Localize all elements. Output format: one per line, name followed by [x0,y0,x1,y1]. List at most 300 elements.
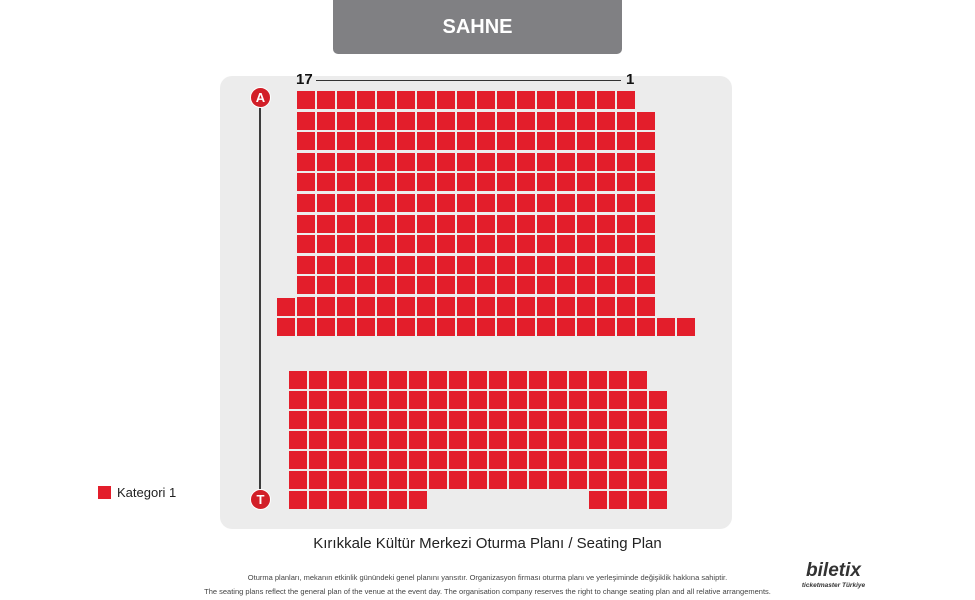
seat[interactable] [429,471,447,489]
seat[interactable] [337,215,355,233]
seat[interactable] [437,194,455,212]
seat[interactable] [457,132,475,150]
seat[interactable] [469,391,487,409]
seat[interactable] [449,391,467,409]
seat[interactable] [469,451,487,469]
seat[interactable] [297,235,315,253]
seat[interactable] [329,471,347,489]
seat[interactable] [397,153,415,171]
seat[interactable] [289,391,307,409]
seat[interactable] [557,215,575,233]
seat[interactable] [609,491,627,509]
seat[interactable] [597,256,615,274]
seat[interactable] [357,112,375,130]
seat[interactable] [317,132,335,150]
seat[interactable] [509,411,527,429]
seat[interactable] [329,411,347,429]
seat[interactable] [609,391,627,409]
seat[interactable] [357,194,375,212]
seat[interactable] [609,431,627,449]
seat[interactable] [317,173,335,191]
seat[interactable] [357,132,375,150]
seat[interactable] [517,298,535,316]
seat[interactable] [377,298,395,316]
seat[interactable] [457,276,475,294]
seat[interactable] [437,235,455,253]
seat[interactable] [509,431,527,449]
seat[interactable] [569,391,587,409]
seat[interactable] [377,318,395,336]
seat[interactable] [317,112,335,130]
seat[interactable] [297,153,315,171]
seat[interactable] [649,471,667,489]
seat[interactable] [417,112,435,130]
seat[interactable] [409,391,427,409]
seat[interactable] [377,256,395,274]
seat[interactable] [429,451,447,469]
seat[interactable] [649,431,667,449]
seat[interactable] [377,132,395,150]
seat[interactable] [557,276,575,294]
seat[interactable] [617,91,635,109]
seat[interactable] [449,471,467,489]
seat[interactable] [449,411,467,429]
seat[interactable] [309,471,327,489]
seat[interactable] [617,298,635,316]
seat[interactable] [609,471,627,489]
seat[interactable] [609,451,627,469]
seat[interactable] [589,371,607,389]
seat[interactable] [629,451,647,469]
seat[interactable] [329,451,347,469]
seat[interactable] [429,411,447,429]
seat[interactable] [617,318,635,336]
seat[interactable] [317,215,335,233]
seat[interactable] [377,173,395,191]
seat[interactable] [569,411,587,429]
seat[interactable] [437,215,455,233]
seat[interactable] [309,411,327,429]
seat[interactable] [529,431,547,449]
seat[interactable] [657,318,675,336]
seat[interactable] [617,235,635,253]
seat[interactable] [457,91,475,109]
seat[interactable] [389,451,407,469]
seat[interactable] [377,153,395,171]
seat[interactable] [357,235,375,253]
seat[interactable] [557,194,575,212]
seat[interactable] [489,431,507,449]
seat[interactable] [397,91,415,109]
seat[interactable] [389,491,407,509]
seat[interactable] [509,391,527,409]
seat[interactable] [637,318,655,336]
seat[interactable] [589,491,607,509]
seat[interactable] [377,91,395,109]
seat[interactable] [457,173,475,191]
seat[interactable] [369,471,387,489]
seat[interactable] [549,411,567,429]
seat[interactable] [597,318,615,336]
seat[interactable] [537,112,555,130]
seat[interactable] [529,411,547,429]
seat[interactable] [649,411,667,429]
seat[interactable] [369,431,387,449]
seat[interactable] [649,391,667,409]
seat[interactable] [297,318,315,336]
seat[interactable] [577,194,595,212]
seat[interactable] [517,235,535,253]
seat[interactable] [597,153,615,171]
seat[interactable] [537,132,555,150]
seat[interactable] [397,256,415,274]
seat[interactable] [289,471,307,489]
seat[interactable] [409,471,427,489]
seat[interactable] [569,371,587,389]
seat[interactable] [449,371,467,389]
seat[interactable] [509,451,527,469]
seat[interactable] [477,276,495,294]
seat[interactable] [617,194,635,212]
seat[interactable] [409,411,427,429]
seat[interactable] [537,276,555,294]
seat[interactable] [637,173,655,191]
seat[interactable] [477,112,495,130]
seat[interactable] [457,256,475,274]
seat[interactable] [577,173,595,191]
seat[interactable] [377,215,395,233]
seat[interactable] [497,112,515,130]
seat[interactable] [289,451,307,469]
seat[interactable] [477,153,495,171]
seat[interactable] [517,318,535,336]
seat[interactable] [577,91,595,109]
seat[interactable] [349,391,367,409]
seat[interactable] [497,132,515,150]
seat[interactable] [377,112,395,130]
seat[interactable] [437,256,455,274]
seat[interactable] [469,371,487,389]
seat[interactable] [329,371,347,389]
seat[interactable] [289,411,307,429]
seat[interactable] [369,411,387,429]
seat[interactable] [437,132,455,150]
seat[interactable] [649,491,667,509]
seat[interactable] [497,276,515,294]
seat[interactable] [597,91,615,109]
seat[interactable] [397,132,415,150]
seat[interactable] [377,194,395,212]
seat[interactable] [309,391,327,409]
seat[interactable] [297,276,315,294]
seat[interactable] [477,132,495,150]
seat[interactable] [557,112,575,130]
seat[interactable] [557,91,575,109]
seat[interactable] [477,173,495,191]
seat[interactable] [597,235,615,253]
seat[interactable] [297,91,315,109]
seat[interactable] [317,194,335,212]
seat[interactable] [517,215,535,233]
seat[interactable] [409,431,427,449]
seat[interactable] [437,112,455,130]
seat[interactable] [557,173,575,191]
seat[interactable] [517,132,535,150]
seat[interactable] [537,235,555,253]
seat[interactable] [637,215,655,233]
seat[interactable] [549,371,567,389]
seat[interactable] [649,451,667,469]
seat[interactable] [357,153,375,171]
seat[interactable] [577,132,595,150]
seat[interactable] [337,173,355,191]
seat[interactable] [397,298,415,316]
seat[interactable] [449,451,467,469]
seat[interactable] [517,194,535,212]
seat[interactable] [397,235,415,253]
seat[interactable] [409,371,427,389]
seat[interactable] [309,491,327,509]
seat[interactable] [389,411,407,429]
seat[interactable] [497,318,515,336]
seat[interactable] [477,256,495,274]
seat[interactable] [537,194,555,212]
seat[interactable] [557,153,575,171]
seat[interactable] [637,256,655,274]
seat[interactable] [537,318,555,336]
seat[interactable] [349,411,367,429]
seat[interactable] [497,256,515,274]
seat[interactable] [457,235,475,253]
seat[interactable] [557,298,575,316]
seat[interactable] [477,235,495,253]
seat[interactable] [549,451,567,469]
seat[interactable] [597,276,615,294]
seat[interactable] [289,371,307,389]
seat[interactable] [537,298,555,316]
seat[interactable] [557,256,575,274]
seat[interactable] [437,173,455,191]
seat[interactable] [489,371,507,389]
seat[interactable] [417,298,435,316]
seat[interactable] [429,391,447,409]
seat[interactable] [597,173,615,191]
seat[interactable] [549,431,567,449]
seat[interactable] [477,91,495,109]
seat[interactable] [349,431,367,449]
seat[interactable] [677,318,695,336]
seat[interactable] [437,153,455,171]
seat[interactable] [557,235,575,253]
seat[interactable] [497,298,515,316]
seat[interactable] [537,173,555,191]
seat[interactable] [597,112,615,130]
seat[interactable] [297,256,315,274]
seat[interactable] [317,298,335,316]
seat[interactable] [337,153,355,171]
seat[interactable] [617,215,635,233]
seat[interactable] [417,194,435,212]
seat[interactable] [357,318,375,336]
seat[interactable] [409,451,427,469]
seat[interactable] [569,471,587,489]
seat[interactable] [369,491,387,509]
seat[interactable] [597,194,615,212]
seat[interactable] [417,256,435,274]
seat[interactable] [609,371,627,389]
seat[interactable] [457,318,475,336]
seat[interactable] [549,391,567,409]
seat[interactable] [337,194,355,212]
seat[interactable] [577,215,595,233]
seat[interactable] [349,491,367,509]
seat[interactable] [437,276,455,294]
seat[interactable] [617,173,635,191]
seat[interactable] [577,318,595,336]
seat[interactable] [329,431,347,449]
seat[interactable] [577,153,595,171]
seat[interactable] [389,431,407,449]
seat[interactable] [637,153,655,171]
seat[interactable] [529,471,547,489]
seat[interactable] [457,153,475,171]
seat[interactable] [617,132,635,150]
seat[interactable] [489,391,507,409]
seat[interactable] [289,431,307,449]
seat[interactable] [469,431,487,449]
seat[interactable] [497,194,515,212]
seat[interactable] [417,173,435,191]
seat[interactable] [637,194,655,212]
seat[interactable] [289,491,307,509]
seat[interactable] [417,318,435,336]
seat[interactable] [317,256,335,274]
seat[interactable] [277,298,295,316]
seat[interactable] [389,391,407,409]
seat[interactable] [377,235,395,253]
seat[interactable] [509,471,527,489]
seat[interactable] [557,318,575,336]
seat[interactable] [337,235,355,253]
seat[interactable] [437,318,455,336]
seat[interactable] [577,235,595,253]
seat[interactable] [497,153,515,171]
seat[interactable] [277,318,295,336]
seat[interactable] [417,276,435,294]
seat[interactable] [577,112,595,130]
seat[interactable] [557,132,575,150]
seat[interactable] [617,112,635,130]
seat[interactable] [517,173,535,191]
seat[interactable] [537,215,555,233]
seat[interactable] [337,112,355,130]
seat[interactable] [637,276,655,294]
seat[interactable] [529,371,547,389]
seat[interactable] [629,411,647,429]
seat[interactable] [357,215,375,233]
seat[interactable] [357,256,375,274]
seat[interactable] [317,276,335,294]
seat[interactable] [369,371,387,389]
seat[interactable] [429,431,447,449]
seat[interactable] [457,298,475,316]
seat[interactable] [397,318,415,336]
seat[interactable] [497,215,515,233]
seat[interactable] [429,371,447,389]
seat[interactable] [497,173,515,191]
seat[interactable] [377,276,395,294]
seat[interactable] [317,153,335,171]
seat[interactable] [549,471,567,489]
seat[interactable] [349,471,367,489]
seat[interactable] [569,431,587,449]
seat[interactable] [477,194,495,212]
seat[interactable] [577,256,595,274]
seat[interactable] [637,132,655,150]
seat[interactable] [477,318,495,336]
seat[interactable] [637,235,655,253]
seat[interactable] [329,491,347,509]
seat[interactable] [349,451,367,469]
seat[interactable] [477,298,495,316]
seat[interactable] [477,215,495,233]
seat[interactable] [317,91,335,109]
seat[interactable] [357,91,375,109]
seat[interactable] [637,298,655,316]
seat[interactable] [577,276,595,294]
seat[interactable] [497,235,515,253]
seat[interactable] [297,298,315,316]
seat[interactable] [609,411,627,429]
seat[interactable] [529,451,547,469]
seat[interactable] [577,298,595,316]
seat[interactable] [337,256,355,274]
seat[interactable] [617,153,635,171]
seat[interactable] [297,132,315,150]
seat[interactable] [417,153,435,171]
seat[interactable] [389,371,407,389]
seat[interactable] [369,391,387,409]
seat[interactable] [517,112,535,130]
seat[interactable] [457,194,475,212]
seat[interactable] [357,173,375,191]
seat[interactable] [517,91,535,109]
seat[interactable] [537,91,555,109]
seat[interactable] [629,471,647,489]
seat[interactable] [597,215,615,233]
seat[interactable] [517,276,535,294]
seat[interactable] [489,471,507,489]
seat[interactable] [497,91,515,109]
seat[interactable] [337,318,355,336]
seat[interactable] [589,431,607,449]
seat[interactable] [297,215,315,233]
seat[interactable] [589,411,607,429]
seat[interactable] [637,112,655,130]
seat[interactable] [629,431,647,449]
seat[interactable] [417,132,435,150]
seat[interactable] [529,391,547,409]
seat[interactable] [349,371,367,389]
seat[interactable] [297,194,315,212]
seat[interactable] [297,173,315,191]
seat[interactable] [417,235,435,253]
seat[interactable] [317,318,335,336]
seat[interactable] [357,276,375,294]
seat[interactable] [329,391,347,409]
seat[interactable] [509,371,527,389]
seat[interactable] [597,298,615,316]
